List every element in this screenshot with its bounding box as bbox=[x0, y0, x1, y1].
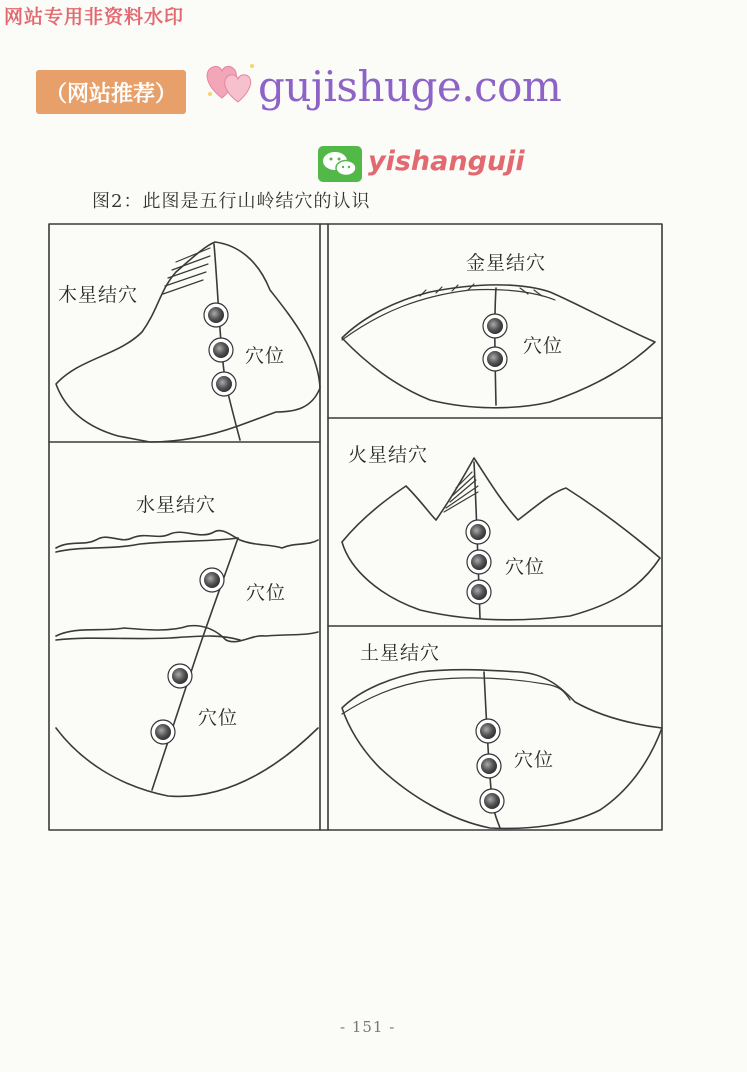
water-mountain bbox=[56, 531, 318, 797]
acupoint-balls bbox=[151, 303, 507, 813]
water-ball-3 bbox=[151, 720, 175, 744]
earth-title: 土星结穴 bbox=[360, 642, 441, 664]
metal-mountain bbox=[342, 284, 655, 408]
metal-ball-1 bbox=[483, 314, 507, 338]
water-title: 水星结穴 bbox=[136, 494, 217, 516]
fire-ball-2 bbox=[467, 550, 491, 574]
fire-spot-label: 穴位 bbox=[505, 556, 546, 578]
watermark-wechat-id: yishanguji bbox=[368, 146, 525, 177]
water-spot-label-2: 穴位 bbox=[198, 707, 239, 729]
wood-ball-1 bbox=[204, 303, 228, 327]
watermark-site: gujishuge.com bbox=[258, 62, 562, 111]
fire-mountain bbox=[342, 458, 660, 620]
metal-ball-2 bbox=[483, 347, 507, 371]
earth-ball-1 bbox=[476, 719, 500, 743]
wood-ball-3 bbox=[212, 372, 236, 396]
water-ball-2 bbox=[168, 664, 192, 688]
fire-title: 火星结穴 bbox=[348, 444, 429, 466]
figure-caption: 图2：此图是五行山岭结穴的认识 bbox=[92, 191, 371, 212]
page-number: - 151 - bbox=[340, 1018, 396, 1036]
wood-spot-label: 穴位 bbox=[245, 345, 286, 367]
wood-ball-2 bbox=[209, 338, 233, 362]
earth-ball-2 bbox=[477, 754, 501, 778]
watermark-top-text: 网站专用非资料水印 bbox=[4, 6, 185, 28]
wood-title: 木星结穴 bbox=[58, 284, 139, 306]
fire-ball-3 bbox=[467, 580, 491, 604]
metal-spot-label: 穴位 bbox=[523, 335, 564, 357]
metal-title: 金星结穴 bbox=[466, 252, 547, 274]
water-ball-1 bbox=[200, 568, 224, 592]
earth-spot-label: 穴位 bbox=[514, 749, 555, 771]
fire-ball-1 bbox=[466, 520, 490, 544]
earth-ball-3 bbox=[480, 789, 504, 813]
water-spot-label: 穴位 bbox=[246, 582, 287, 604]
watermark-badge: （网站推荐） bbox=[36, 70, 186, 114]
